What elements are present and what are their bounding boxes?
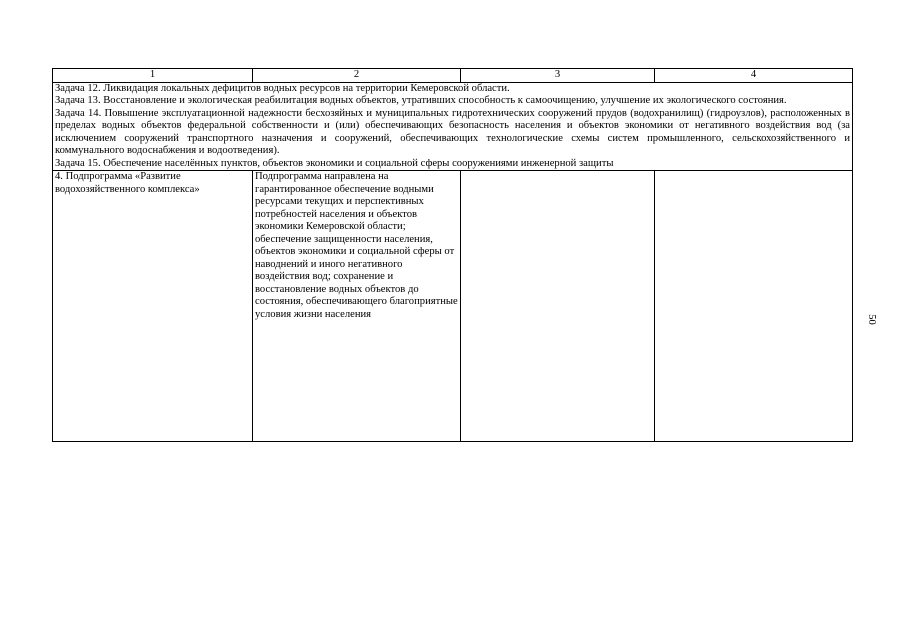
subprogram-description: Подпрограмма направлена на гарантированное обеспечение водными ресурсами текущих и перспективных потребностей населения и объектов экономики Кемеровской области; обеспечение защищенности населения, объектов экономики и социальной сферы от наводнений и иного негативного воздействия вод; сохранение и восстановление водных объектов до состояния, обеспечивающего благоприятные условия жизни населения [253, 171, 461, 442]
task-12: Задача 12. Ликвидация локальных дефицитов водных ресурсов на территории Кемеровской области. [53, 82, 853, 95]
column-number-3: 3 [461, 69, 655, 83]
task-14: Задача 14. Повышение эксплуатационной надежности бесхозяйных и муниципальных гидротехнических сооружений прудов (водохранилищ) (гидроузлов), расположенных в пределах водных объектов федеральной собственности и (или) обеспечивающих безопасность населения и объектов экономики от негативного воздействия вод (за исключением сооружений транспортного назначения и сооружений, обеспечивающих технологические схемы систем промышленного, сельскохозяйственного и коммунального водоснабжения и водоотведения). [53, 108, 853, 158]
task-row [53, 95, 853, 108]
column-number-2: 2 [253, 69, 461, 83]
column-number-1: 1 [53, 69, 253, 83]
cell-col4 [655, 171, 853, 442]
subprogram-name: 4. Подпрограмма «Развитие водохозяйственного комплекса» [53, 171, 253, 442]
page-number: 50 [865, 314, 877, 325]
cell-col3 [461, 171, 655, 442]
column-number-row [53, 69, 853, 83]
column-number-4: 4 [655, 69, 853, 83]
task-row [53, 108, 853, 158]
task-row [53, 82, 853, 95]
task-13: Задача 13. Восстановление и экологическая реабилитация водных объектов, утративших способность к самоочищению, улучшение их экологического состояния. [53, 95, 853, 108]
program-table [52, 68, 853, 442]
task-row [53, 158, 853, 171]
task-15: Задача 15. Обеспечение населённых пунктов, объектов экономики и социальной сферы сооружениями инженерной защиты [53, 158, 853, 171]
subprogram-row [53, 171, 853, 442]
